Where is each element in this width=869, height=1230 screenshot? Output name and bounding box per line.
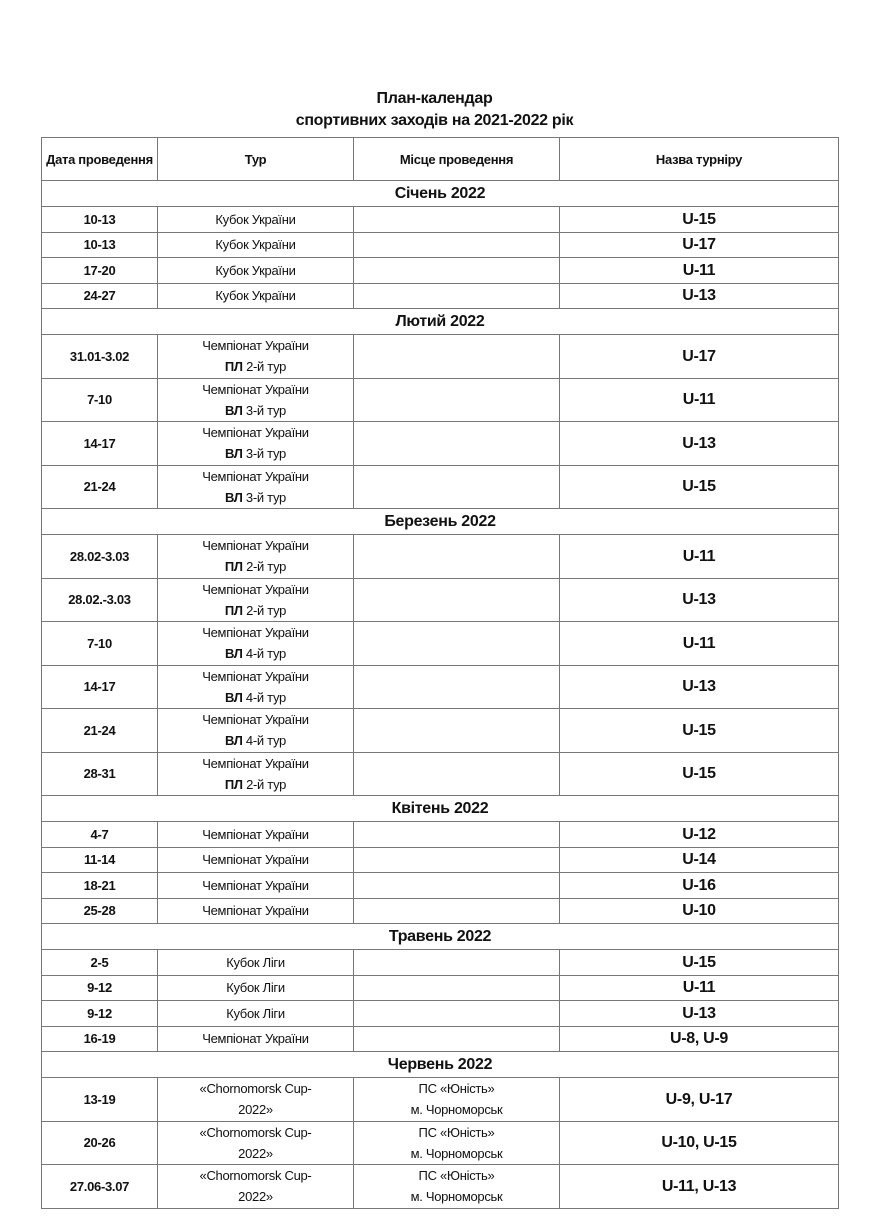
place-cell [354, 709, 560, 753]
tour-text: Кубок України [215, 211, 296, 227]
date-cell: 7-10 [42, 378, 158, 422]
tournament-name-cell: U-17 [560, 232, 839, 258]
tour-text: Чемпіонат України [202, 877, 309, 893]
date-cell: 14-17 [42, 665, 158, 709]
stage-text: 4-й тур [242, 733, 286, 749]
header-row [42, 138, 839, 181]
table-row [42, 873, 839, 899]
tour-cell [158, 258, 354, 284]
place-cell [354, 622, 560, 666]
stage-text: 3-й тур [242, 489, 286, 505]
date-cell: 14-17 [42, 422, 158, 466]
place-cell [354, 207, 560, 233]
tour-cell [158, 335, 354, 379]
table-row [42, 975, 839, 1001]
tour-text: Кубок Ліги [226, 954, 285, 970]
date-cell: 28.02.-3.03 [42, 578, 158, 622]
tour-cell [158, 898, 354, 924]
league-label: ВЛ [225, 402, 243, 418]
tournament-name-cell: U-14 [560, 847, 839, 873]
tour-cell [158, 752, 354, 796]
tour-text: Кубок України [215, 262, 296, 278]
header-date: Дата проведення [42, 138, 158, 181]
date-cell: 18-21 [42, 873, 158, 899]
tournament-name-cell: U-17 [560, 335, 839, 379]
table-row [42, 422, 839, 466]
place-cell [354, 578, 560, 622]
table-row [42, 578, 839, 622]
tournament-name-cell: U-16 [560, 873, 839, 899]
month-heading: Квітень 2022 [42, 796, 839, 822]
tour-text: Чемпіонат України [202, 755, 309, 771]
stage-text: 4-й тур [242, 646, 286, 662]
place-cell [354, 1078, 560, 1122]
tournament-name-cell: U-10 [560, 898, 839, 924]
table-row [42, 535, 839, 579]
header-place: Місце проведення [354, 138, 560, 181]
tour-text: Чемпіонат України [202, 668, 309, 684]
place-cell [354, 975, 560, 1001]
date-cell: 11-14 [42, 847, 158, 873]
league-label: ВЛ [225, 646, 243, 662]
place-text: ПС «Юність» [418, 1081, 495, 1097]
table-row [42, 378, 839, 422]
tournament-name-cell: U-12 [560, 822, 839, 848]
league-label: ПЛ [224, 359, 243, 375]
table-row [42, 1001, 839, 1027]
place-cell [354, 258, 560, 284]
place-cell [354, 752, 560, 796]
table-row [42, 232, 839, 258]
month-heading: Червень 2022 [42, 1052, 839, 1078]
league-label: ПЛ [224, 559, 243, 575]
date-cell: 27.06-3.07 [42, 1165, 158, 1209]
tournament-name-cell: U-11 [560, 258, 839, 284]
table-row [42, 1026, 839, 1052]
date-cell: 21-24 [42, 709, 158, 753]
place-cell [354, 847, 560, 873]
table-row [42, 665, 839, 709]
place-cell [354, 898, 560, 924]
place-cell [354, 1026, 560, 1052]
table-row [42, 752, 839, 796]
tour-cell [158, 1121, 354, 1165]
month-row [42, 309, 839, 335]
date-cell: 28-31 [42, 752, 158, 796]
tour-text: Чемпіонат України [202, 381, 309, 397]
table-row [42, 898, 839, 924]
tournament-name-cell: U-15 [560, 709, 839, 753]
league-label: ВЛ [225, 489, 243, 505]
tour-cell [158, 873, 354, 899]
tournament-name-cell: U-13 [560, 1001, 839, 1027]
league-label: ПЛ [224, 602, 243, 618]
tournament-name-cell: U-11 [560, 975, 839, 1001]
tour-text: Чемпіонат України [202, 538, 309, 554]
place-cell [354, 283, 560, 309]
tour-cell [158, 822, 354, 848]
tour-text: Чемпіонат України [202, 852, 309, 868]
tour-cell [158, 535, 354, 579]
tour-cell [158, 232, 354, 258]
league-label: ВЛ [225, 733, 243, 749]
month-row [42, 796, 839, 822]
table-row [42, 283, 839, 309]
tournament-name-cell: U-11 [560, 622, 839, 666]
month-row [42, 1052, 839, 1078]
stage-text: 4-й тур [242, 689, 286, 705]
tour-text: «Chornomorsk Cup- [199, 1081, 312, 1097]
tournament-name-cell: U-8, U-9 [560, 1026, 839, 1052]
date-cell: 9-12 [42, 1001, 158, 1027]
tour-text: Чемпіонат України [202, 826, 309, 842]
tour-text: Кубок Ліги [226, 980, 285, 996]
tour-text: Кубок України [215, 288, 296, 304]
tournament-name-cell: U-13 [560, 283, 839, 309]
place-cell [354, 535, 560, 579]
tournament-name-cell: U-13 [560, 578, 839, 622]
table-row [42, 465, 839, 509]
date-cell: 10-13 [42, 232, 158, 258]
league-label: ВЛ [225, 446, 243, 462]
tour-cell [158, 1001, 354, 1027]
place-cell [354, 378, 560, 422]
table-row [42, 207, 839, 233]
tour-text: Чемпіонат України [202, 625, 309, 641]
tournament-name-cell: U-13 [560, 422, 839, 466]
tour-text: Чемпіонат України [202, 468, 309, 484]
stage-text: 2-й тур [242, 559, 287, 575]
tour-text-line2: 2022» [238, 1145, 273, 1161]
date-cell: 4-7 [42, 822, 158, 848]
place-text-line2: м. Чорноморськ [410, 1102, 503, 1118]
date-cell: 21-24 [42, 465, 158, 509]
tournament-name-cell: U-15 [560, 465, 839, 509]
place-text-line2: м. Чорноморськ [410, 1145, 503, 1161]
header-name: Назва турніру [560, 138, 839, 181]
place-text: ПС «Юність» [418, 1168, 495, 1184]
place-cell [354, 335, 560, 379]
month-heading: Березень 2022 [42, 509, 839, 535]
tour-cell [158, 378, 354, 422]
place-text: ПС «Юність» [418, 1124, 495, 1140]
place-cell [354, 665, 560, 709]
tour-text: Чемпіонат України [202, 338, 309, 354]
date-cell: 20-26 [42, 1121, 158, 1165]
table-row [42, 950, 839, 976]
document-title: План-календар [376, 90, 493, 107]
tour-text-line2: 2022» [238, 1189, 273, 1205]
date-cell: 25-28 [42, 898, 158, 924]
stage-text: 3-й тур [242, 402, 286, 418]
month-heading: Січень 2022 [42, 181, 839, 207]
tournament-name-cell: U-11, U-13 [560, 1165, 839, 1209]
date-cell: 16-19 [42, 1026, 158, 1052]
stage-text: 2-й тур [242, 776, 287, 792]
date-cell: 28.02-3.03 [42, 535, 158, 579]
place-cell [354, 422, 560, 466]
tour-cell [158, 665, 354, 709]
date-cell: 10-13 [42, 207, 158, 233]
date-cell: 13-19 [42, 1078, 158, 1122]
date-cell: 9-12 [42, 975, 158, 1001]
tournament-name-cell: U-15 [560, 752, 839, 796]
table-row [42, 1121, 839, 1165]
document-subtitle: спортивних заходів на 2021-2022 рік [295, 112, 574, 129]
stage-text: 2-й тур [242, 602, 287, 618]
place-cell [354, 465, 560, 509]
tournament-name-cell: U-15 [560, 950, 839, 976]
tournament-name-cell: U-9, U-17 [560, 1078, 839, 1122]
tour-text: Чемпіонат України [202, 712, 309, 728]
league-label: ВЛ [225, 689, 243, 705]
place-cell [354, 1165, 560, 1209]
tour-text: Чемпіонат України [202, 1031, 309, 1047]
tour-text: Чемпіонат України [202, 581, 309, 597]
tour-text: Кубок України [215, 237, 296, 253]
stage-text: 2-й тур [242, 359, 287, 375]
stage-text: 3-й тур [242, 446, 286, 462]
header-tour: Тур [158, 138, 354, 181]
place-cell [354, 1001, 560, 1027]
tour-cell [158, 1078, 354, 1122]
tour-cell [158, 207, 354, 233]
month-row [42, 181, 839, 207]
tour-text: «Chornomorsk Cup- [199, 1168, 312, 1184]
table-row [42, 258, 839, 284]
tour-cell [158, 847, 354, 873]
date-cell: 24-27 [42, 283, 158, 309]
table-row [42, 822, 839, 848]
tour-cell [158, 709, 354, 753]
tour-cell [158, 1165, 354, 1209]
tournament-name-cell: U-10, U-15 [560, 1121, 839, 1165]
month-row [42, 924, 839, 950]
tour-text: Чемпіонат України [202, 903, 309, 919]
tour-cell [158, 622, 354, 666]
tour-text: Кубок Ліги [226, 1005, 285, 1021]
tour-cell [158, 975, 354, 1001]
table-row [42, 709, 839, 753]
place-cell [354, 232, 560, 258]
table-row [42, 335, 839, 379]
table-row [42, 1165, 839, 1209]
place-text-line2: м. Чорноморськ [410, 1189, 503, 1205]
tour-cell [158, 1026, 354, 1052]
place-cell [354, 1121, 560, 1165]
date-cell: 7-10 [42, 622, 158, 666]
tour-cell [158, 578, 354, 622]
tour-text: «Chornomorsk Cup- [199, 1124, 312, 1140]
month-heading: Лютий 2022 [42, 309, 839, 335]
tour-cell [158, 465, 354, 509]
tour-cell [158, 950, 354, 976]
calendar-table [41, 137, 839, 1209]
tour-text: Чемпіонат України [202, 425, 309, 441]
place-cell [354, 950, 560, 976]
tour-text-line2: 2022» [238, 1102, 273, 1118]
tournament-name-cell: U-13 [560, 665, 839, 709]
tournament-name-cell: U-11 [560, 378, 839, 422]
tournament-name-cell: U-15 [560, 207, 839, 233]
tournament-name-cell: U-11 [560, 535, 839, 579]
tour-cell [158, 422, 354, 466]
place-cell [354, 873, 560, 899]
date-cell: 2-5 [42, 950, 158, 976]
league-label: ПЛ [224, 776, 243, 792]
month-row [42, 509, 839, 535]
table-row [42, 1078, 839, 1122]
table-row [42, 847, 839, 873]
date-cell: 17-20 [42, 258, 158, 284]
tour-cell [158, 283, 354, 309]
date-cell: 31.01-3.02 [42, 335, 158, 379]
place-cell [354, 822, 560, 848]
table-row [42, 622, 839, 666]
month-heading: Травень 2022 [42, 924, 839, 950]
